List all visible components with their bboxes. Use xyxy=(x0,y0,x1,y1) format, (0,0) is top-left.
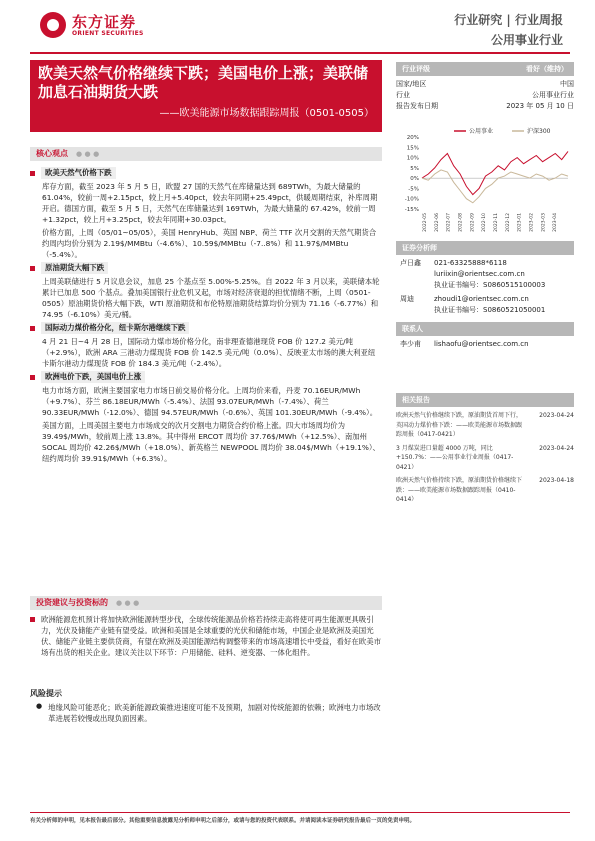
analyst-header: 证券分析师 xyxy=(396,241,574,255)
y-tick-label: 10% xyxy=(406,155,419,162)
risk-title: 风险提示 xyxy=(30,689,62,698)
related-item[interactable]: 3 月煤炭进口量超 4000 万吨，同比+150.7%：——公用事业行业周报（0417-0421） 2023-04-24 xyxy=(396,444,574,471)
y-tick-label: 0% xyxy=(410,176,419,183)
y-tick-label: 15% xyxy=(406,145,419,152)
series-line xyxy=(422,151,568,194)
x-tick-label: 2022-07 xyxy=(446,213,452,232)
related-panel xyxy=(396,393,574,505)
analyst-row xyxy=(400,258,574,291)
rating-header xyxy=(396,62,574,76)
rating-label: 行业评级 xyxy=(402,65,430,73)
core-para: 电力市场方面，欧洲主要国家电力市场日前交易价格分化。上周均价来看，丹麦 70.16EUR/MWh（+9.7%）、芬兰 86.18EUR/MWh（-5.4%）、法国 93.07EUR/MWh（-7.4%）、荷兰 90.33EUR/MWh（-12.0%）、德国 94.57EUR/MWh（-0.6%）、英国 101.30EUR/MWh（-9.4%）。 xyxy=(42,386,378,417)
x-tick-label: 2022-06 xyxy=(434,213,440,232)
analyst-name: 卢日鑫 xyxy=(400,259,421,267)
bullet-icon: ● xyxy=(36,702,43,710)
core-heading: 欧洲电价下跌，美国电价上涨 xyxy=(30,371,382,383)
header-divider xyxy=(30,52,570,54)
analyst-row xyxy=(400,294,574,316)
y-tick-label: -5% xyxy=(408,186,419,193)
core-para: 上周美联储进行 5 月议息会议，加息 25 个基点至 5.00%-5.25%。自 2022 年 3 月以来，美联储本轮累计已加息 500 个基点。叠加美国银行业危机又起，市场对经济衰退的担忧情绪不断，上周（0501-0505）原油期货价格大幅下跌，WTI 原油期货和布伦特原油期货结算均价分别为 71.16（-6.77%）和 74.95（-6.10%）美元/桶。 xyxy=(42,277,380,319)
invest-section-header: 投资建议与投资标的 ● ● ● xyxy=(30,596,382,610)
core-section-header: 核心观点 ● ● ● xyxy=(30,147,382,161)
analyst-cert: 执业证书编号：S0860515100003 xyxy=(434,281,546,289)
rating-row: 报告发布日期 2023 年 05 月 10 日 xyxy=(396,102,574,110)
contact-header: 联系人 xyxy=(396,322,574,336)
contact-row: 李少甫 lishaofu@orientsec.com.cn xyxy=(400,340,529,348)
related-item[interactable]: 欧洲天然气价格持续下跌，原油期货价格继续下跌：——欧美能源市场数据跟踪周报（0410-0414） 2023-04-18 xyxy=(396,477,574,503)
rating-row: 国家/地区 中国 xyxy=(396,80,574,88)
report-subtitle: ——欧美能源市场数据跟踪周报（0501-0505） xyxy=(159,108,374,119)
analyst-panel xyxy=(396,241,574,350)
invest-text: 欧洲能源危机预计将加快欧洲能源转型步伐，全球传统能源品价格若持续走高将使可再生能源更具吸引力，光伏及储能产业链有望受益。欧洲和美国是全球重要的光伏和储能市场，中国企业是欧洲及美国光伏、储能产业链主要供货商，有望在欧洲及美国能源结构调整带来的市场高速增长中受益，看好在欧美市场有出货的相关企业。建议关注以下环节：户用储能、硅料、逆变器、一体化组件。 xyxy=(41,615,381,657)
footer-disclaimer: 有关分析师的申明，见本报告最后部分。其他重要信息披露见分析师申明之后部分，或请与您的投资代表联系。并请阅读本证券研究报告最后一页的免责申明。 xyxy=(30,818,416,824)
rating-row: 行业 公用事业行业 xyxy=(396,91,574,99)
logo-en: ORIENT SECURITIES xyxy=(72,29,144,37)
x-tick-label: 2022-10 xyxy=(482,213,488,232)
core-para: 美国方面，上周美国主要电力市场成交的次月交割电力期货合约价格上涨。四大市场周均价为 39.49$/MWh，较前周上涨 13.8%。其中得州 ERCOT 周均价 37.76$/MWh（+12.5%）、南加州 SOCAL 周均价 42.26$/MWh（+18.0%）、新英格兰 NEWPOOL 周均价 38.04$/MWh（+19.1%）、纽约周均价 39.91$/MWh（+6.3%）。 xyxy=(42,421,380,463)
core-para: 4 月 21 日~4 月 28 日，国际动力煤市场价格分化，南非理查德港现货 FOB 价 127.2 美元/吨（+2.9%），欧洲 ARA 三港动力煤现货 FOB 价 142.5 美元/吨（0.0%）、反映亚太市场的澳大利亚纽卡斯尔港动力煤现货 FOB 价 184.3 美元/吨（-2.4%）。 xyxy=(42,337,376,368)
x-tick-label: 2023-03 xyxy=(541,213,547,232)
industry-name: 公用事业行业 xyxy=(490,33,563,47)
x-tick-label: 2023-01 xyxy=(517,213,523,232)
related-item[interactable]: 欧洲天然气价格继续下跌，原油期货首周下行，英国动力煤价格下跌：——欧美能源市场数据跟踪周报（0417-0421） 2023-04-24 xyxy=(396,412,574,438)
x-tick-label: 2023-02 xyxy=(529,213,535,232)
report-header xyxy=(454,10,563,50)
analyst-email[interactable]: luriixin@orientsec.com.cn xyxy=(434,270,525,278)
performance-chart xyxy=(396,125,574,235)
title-banner xyxy=(30,60,382,132)
y-tick-label: 20% xyxy=(406,135,419,141)
company-logo xyxy=(40,12,144,38)
invest-body xyxy=(30,614,382,658)
analyst-name: 周迪 xyxy=(400,295,414,303)
core-heading: 原油期货大幅下跌 xyxy=(30,262,382,274)
analyst-email[interactable]: zhoudi1@orientsec.com.cn xyxy=(434,295,529,303)
report-type: 行业研究 | 行业周报 xyxy=(454,13,563,27)
footer-divider xyxy=(30,812,570,813)
y-tick-label: -10% xyxy=(404,196,419,203)
series-line xyxy=(422,170,568,203)
y-tick-label: -15% xyxy=(404,207,419,213)
core-para: 价格方面，上周（05/01~05/05），美国 HenryHub、英国 NBP、荷兰 TTF 次月交割的天然气期货合约周内均价分别为 2.19$/MMBtu（-4.6%）、10.59$/MMBtu（-7..8%）和 11.97$/MMBtu（-5.4%）。 xyxy=(42,228,377,259)
x-tick-label: 2022-12 xyxy=(505,213,511,232)
core-heading: 国际动力煤价格分化，纽卡斯尔港继续下跌 xyxy=(30,322,382,334)
rating-value: 看好（维持） xyxy=(526,65,568,73)
risk-text: 地缘风险可能恶化；欧美新能源政策推进速度可能不及预期，加剧对传统能源的依赖；欧洲电力市场改革进展若较慢或出现负面因素。 xyxy=(48,703,381,723)
x-tick-label: 2022-08 xyxy=(458,213,464,232)
bullet-icon xyxy=(30,617,35,622)
contact-email[interactable]: lishaofu@orientsec.com.cn xyxy=(434,340,529,348)
related-header: 相关报告 xyxy=(396,393,574,407)
chart-svg xyxy=(396,125,574,235)
core-para: 库存方面，截至 2023 年 5 月 5 日，欧盟 27 国的天然气在库储量达到 689TWh，为最大储量的 61.04%，较前一周+2.15pct，较上月+5.40pct，较去年同期+25.49pct，供暖周期结束，补库周期开启。德国方面，截至 5 月 5 日，天然气在库储量达到 169TWh，为最大储量的 67.42%，较前一周+1.32pct，较上月+3.25pct，较去年同期+30.03pct。 xyxy=(42,182,378,224)
legend-label: 公用事业 xyxy=(469,128,494,135)
report-title: 欧美天然气价格继续下跌；美国电价上涨；美联储加息石油期货大跌 xyxy=(38,64,369,101)
x-tick-label: 2022-09 xyxy=(470,213,476,232)
x-tick-label: 2022-11 xyxy=(494,213,499,232)
core-body xyxy=(30,165,382,466)
risk-section xyxy=(30,688,382,724)
legend-label: 沪深300 xyxy=(527,128,551,135)
x-tick-label: 2023-04 xyxy=(553,213,559,232)
core-heading: 欧美天然气价格下跌 xyxy=(30,167,382,179)
logo-cn: 东方证券 xyxy=(72,12,137,31)
x-tick-label: 2022-05 xyxy=(423,213,428,232)
y-tick-label: 5% xyxy=(410,165,419,172)
rating-panel xyxy=(396,62,574,112)
logo-icon xyxy=(40,12,66,38)
analyst-cert: 执业证书编号：S0860521050001 xyxy=(434,306,546,314)
analyst-phone: 021-63325888*6118 xyxy=(434,259,507,267)
